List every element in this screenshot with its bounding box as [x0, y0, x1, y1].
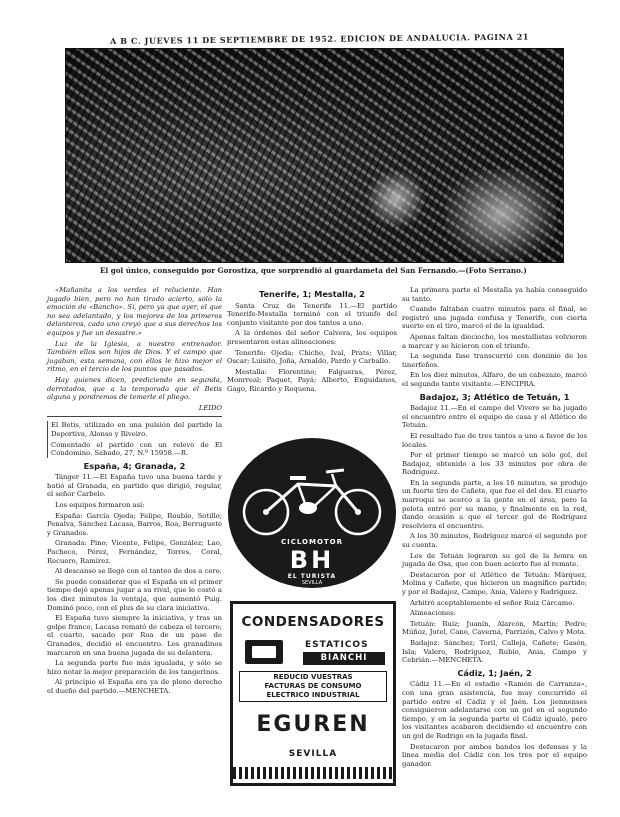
paragraph: Santa Cruz de Tenerife 11.—El partido Tenerife-Mestalla terminó con el triunfo del conjunto visitante por dos tantos a uno.: [227, 301, 397, 327]
ad-product-line: CICLOMOTOR: [280, 538, 344, 546]
paragraph: Granada: Pino; Vicente, Felipe, González; Lao, Pacheco, Pérez, Fernández, Torres, Coral, Recuero, Ramírez.: [47, 539, 222, 565]
column-1: [47, 286, 222, 698]
paragraph: Comentado el partido con un relevo de El Condomino. Sábado, 27, N.º 15958.—R.: [51, 440, 222, 458]
paragraph: «Mañanita a los verdes el reluciente. Han jugado bien, pero no han tirado acierto, sólo la emoción de «Bancho». Sí, pero ya que ayer, el que no sea adelantado, y los mejores de los primeros delanteros, cada uno creyó que a sus derechos los equipos y fue un desastre.»: [47, 286, 222, 337]
ad-city: SEVILLA: [301, 580, 323, 586]
photo-caption: El gol único, conseguido por Gorostiza, que sorprendió al guardameta del San Fernando.—(Foto Serrano.): [100, 266, 527, 275]
ad-maker: EL TURISTA: [287, 573, 337, 580]
paragraph: Badajoz: Sánchez; Toril, Calleja, Cañete; Gasón, Isla; Valero, Rodríguez, Rubio, Ania, Campo y Cebrián.—MENCHETA.: [402, 638, 587, 665]
section-heading: Badajoz, 3; Atlético de Tetuán, 1: [419, 391, 570, 402]
paragraph: El España tuvo siempre la iniciativa, y tras un golpe franco, Lacasa remató de cabeza el tercero; el cuarto, sacado por Roa de un pase de Granados, decidió el encuentro. Los granadinos marcaron en una buena jugada de su delantera.: [47, 614, 222, 657]
ad-dealer-city: SEVILLA: [288, 749, 338, 759]
paragraph: En la segunda parte, a los 16 minutos, se produjo un fuerte tiro de Cañete, que fue el del dos. El cuarto marroquí se acercó a la gente en el área, pero la pelota entró por su mano, y finalmente en la red, dando ocasión a que el tercer gol de Rodríguez resolviera el encuentro.: [402, 478, 587, 530]
moped-illustration: [236, 456, 388, 538]
ad-decorative-stripe: [233, 767, 393, 779]
paragraph: A los 30 minutos, Rodríguez marcó el segundo por su cuenta.: [402, 532, 587, 550]
paragraph: Los equipos formaron así:: [55, 501, 145, 510]
ad-brand: BH: [289, 546, 335, 574]
paragraph: En los diez minutos, Alfaro, de un cabezazo, marcó el segundo tanto visitante.—ENCIPRA.: [402, 371, 587, 388]
paragraph: Tánger 11.—El España tuvo una buena tarde y batió al Granada, en partido que dirigió, regular, el señor Carbelo.: [47, 473, 222, 499]
section-heading: Tenerife, 1; Mestalla, 2: [259, 289, 365, 299]
paragraph: La segunda fase transcurrió con dominio de los tinerfeños.: [402, 352, 587, 369]
condenser-device-icon: [245, 640, 283, 664]
column-3: [402, 286, 587, 770]
divider: [47, 416, 222, 417]
paragraph: Tenerife: Ojeda; Chicho, Ival, Prats; Villar, Oscar; Luisito, Joña, Arnaldo, Pardo y Carballo.: [227, 348, 397, 366]
slogan-line: ELECTRICO INDUSTRIAL: [266, 691, 360, 699]
section-heading: España, 4; Granada, 2: [83, 460, 186, 471]
ad-slogan: [239, 671, 387, 702]
slogan-line: FACTURAS DE CONSUMO: [264, 682, 362, 690]
photo-light-area: [446, 169, 556, 259]
match-photo: [65, 48, 564, 263]
condensers-advertisement: [230, 601, 396, 786]
paragraph: El resultado fue de tres tantos a uno a favor de los locales.: [402, 431, 587, 449]
paragraph: A la órdenes del señor Calvera, los equipos presentaron estas alineaciones:: [227, 329, 397, 346]
paragraph: Destacaron por ambos bandos los defensas y la línea media del Cádiz con los tres por el equipo ganador.: [402, 742, 587, 768]
ad-subtitle: ESTATICOS: [305, 640, 369, 650]
ad-brand-badge: BIANCHI: [303, 652, 385, 665]
paragraph: Destacaron por el Atlético de Tetuán: Márquez, Molina y Cañete, que hicieron un magnífico partido; y por el Badajoz, Campo, Ania, Valero y Rodríguez.: [402, 570, 587, 596]
section-heading: Cádiz, 1; Jaén, 2: [457, 667, 532, 678]
paragraph: Apenas faltan dieciocho, los mestallistas volvieron a marcar y se hicieron con el triunfo.: [402, 332, 587, 350]
paragraph: El Betis, utilizado en una pulsión del partido la Deportiva, Alonso y Riveiro.: [51, 421, 222, 438]
paragraph: Mestalla: Florentino; Falgueras, Pérez, Monrreal; Paquet, Payá; Alberto, Enguídanos, Gago, Ricardo y Requena.: [227, 367, 397, 393]
paragraph: Al principio el España era ya de pleno derecho el dueño del partido.—MENCHETA.: [47, 678, 222, 695]
paragraph: La primera parte el Mestalla ya había conseguido su tanto.: [402, 286, 587, 303]
paragraph: Se puede considerar que el España en el primer tiempo dejó apenas jugar a su rival, que le costó a los diez minutos la ventaja, que aumentó Puig. Dominó poco, con el plus de su clara iniciativa.: [47, 577, 222, 612]
boxed-note: [47, 421, 222, 457]
paragraph: Al descanso se llegó con el tanteo de dos a cero.: [55, 567, 222, 576]
paragraph: Badajoz 11.—En el campo del Vivero se ha jugado el encuentro entre el equipo de casa y el Atlético de Tetuán.: [402, 404, 587, 430]
photo-goalkeeper-highlight: [366, 169, 426, 229]
ad-title: CONDENSADORES: [241, 614, 385, 630]
paragraph: Alineaciones:: [410, 609, 456, 618]
paragraph: Tetuán: Ruiz; Juanín, Alarcón, Martín; Pedro; Múñoz, Jutel, Cano, Caverná, Parrizón, Calvo y Mota.: [402, 619, 587, 637]
paragraph: Cuando faltaban cuatro minutos para el final, se registró una jugada confusa y Tenerife, con cierta suerte en el tiro, marcó el de la igualdad.: [402, 305, 587, 331]
paragraph: Los de Tetuán lograron su gol de la honra en jugada de Osa, que con buen acierto fue al remate.: [402, 551, 587, 569]
ad-dealer: EGUREN: [256, 712, 370, 737]
paragraph: España: García Ojeda; Felipe, Roubío, Sotillo; Penalva, Sánchez Lacasa, Barros, Roa, Berruguete y Granados.: [47, 511, 222, 537]
paragraph: Luz de la Iglesia, a nuestro entrenador. También ellos son hijos de Dios. Y el campo que jugaban, esta semana, con ellos le hizo mejor el ritmo, en el tercio de los puntos que pasados.: [47, 339, 222, 374]
paragraph: La segunda parte fue más igualada, y sólo se hizo notar la mejor preparación de los tangerinos.: [47, 659, 222, 676]
page-header: A B C. JUEVES 11 DE SEPTIEMBRE DE 1952. EDICION DE ANDALUCIA. PAGINA 21: [110, 31, 530, 46]
paragraph: Arbitró aceptablemente el señor Ruiz Cárcamo.: [410, 598, 575, 607]
paragraph: Por el primer tiempo se marcó un solo gol, del Badajoz, obtenido a los 33 minutos por obra de Rodríguez.: [402, 451, 587, 477]
motorcycle-advertisement: [228, 438, 396, 588]
slogan-line: REDUCID VUESTRAS: [273, 673, 353, 681]
signature: LEIDO: [198, 403, 222, 412]
column-2: [227, 286, 397, 396]
paragraph: Hay quienes dicen, prediciendo en segunda, derrotados, que a la temporada que el Betis alguna y pondremos de temerle el pliego.: [47, 375, 222, 402]
paragraph: Cádiz 11.—En el estadio «Ramón de Carranza», con una gran asistencia, fue muy concurrido el partido entre el Cádiz y el Jaén. Los jiennenses consiguieron adelantarse con un gol en el segundo tiempo, y en la segunda parte el Cádiz igualó, pero los visitantes acabaron decidiendo el encuentro con un gol de Rodrigo en la jugada final.: [402, 680, 587, 740]
